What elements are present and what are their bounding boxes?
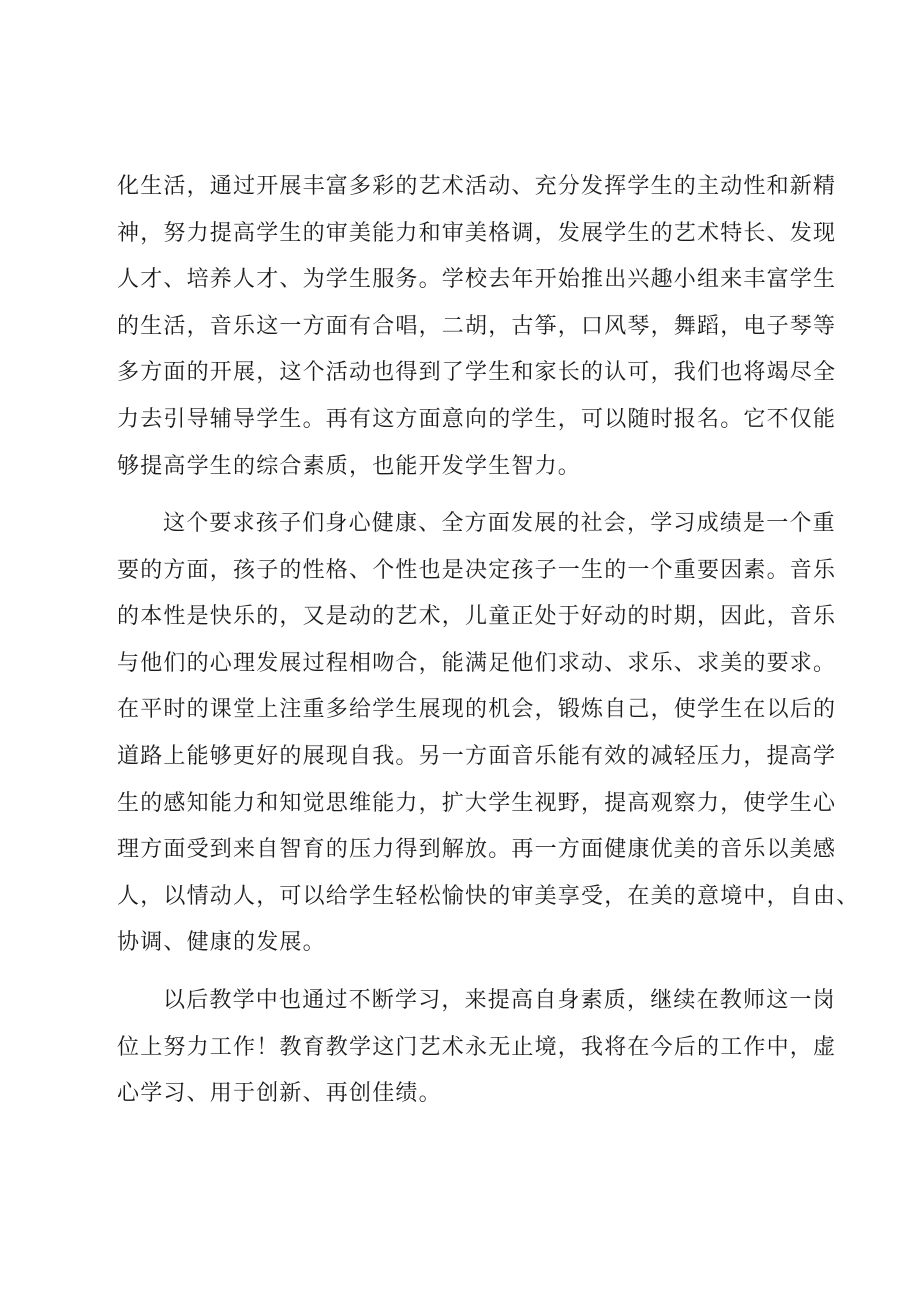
paragraph-2	[117, 501, 860, 967]
paragraph-line: 化生活，通过开展丰富多彩的艺术活动、充分发挥学生的主动性和新精	[117, 174, 837, 199]
paragraph-line: 够提高学生的综合素质，也能开发学生智力。	[117, 453, 582, 479]
paragraph-line: 位上努力工作！教育教学这门艺术永无止境，我将在今后的工作中，虚	[117, 1034, 837, 1060]
paragraph-3	[117, 978, 837, 1118]
paragraph-line: 力去引导辅导学生。再有这方面意向的学生，可以随时报名。它不仅能	[117, 406, 837, 432]
paragraph-1	[117, 164, 837, 490]
paragraph-line: 的生活，音乐这一方面有合唱，二胡，古筝，口风琴，舞蹈，电子琴等	[117, 313, 837, 339]
paragraph-line: 心学习、用于创新、再创佳绩。	[117, 1081, 442, 1107]
paragraph-line: 的本性是快乐的，又是动的艺术，儿童正处于好动的时期，因此，音乐	[117, 604, 837, 630]
paragraph-line: 协调、健康的发展。	[117, 930, 326, 956]
paragraph-line: 这个要求孩子们身心健康、全方面发展的社会，学习成绩是一个重	[163, 511, 836, 536]
paragraph-line: 与他们的心理发展过程相吻合，能满足他们求动、求乐、求美的要求。	[117, 650, 837, 676]
paragraph-line: 人才、培养人才、为学生服务。学校去年开始推出兴趣小组来丰富学生	[117, 267, 837, 293]
paragraph-line: 生的感知能力和知觉思维能力，扩大学生视野，提高观察力，使学生心	[117, 790, 837, 816]
paragraph-line: 要的方面，孩子的性格、个性也是决定孩子一生的一个重要因素。音乐	[117, 557, 837, 583]
paragraph-line: 理方面受到来自智育的压力得到解放。再一方面健康优美的音乐以美感	[117, 837, 837, 863]
paragraph-line: 神，努力提高学生的审美能力和审美格调，发展学生的艺术特长、发现	[117, 220, 837, 246]
paragraph-line: 道路上能够更好的展现自我。另一方面音乐能有效的减轻压力，提高学	[117, 743, 837, 769]
paragraph-line: 多方面的开展，这个活动也得到了学生和家长的认可，我们也将竭尽全	[117, 360, 837, 386]
paragraph-line: 在平时的课堂上注重多给学生展现的机会，锻炼自己，使学生在以后的	[117, 697, 837, 723]
paragraph-line: 以后教学中也通过不断学习，来提高自身素质，继续在教师这一岗	[163, 988, 836, 1013]
paragraph-line: 人，以情动人，可以给学生轻松愉快的审美享受，在美的意境中，自由、	[117, 883, 860, 909]
